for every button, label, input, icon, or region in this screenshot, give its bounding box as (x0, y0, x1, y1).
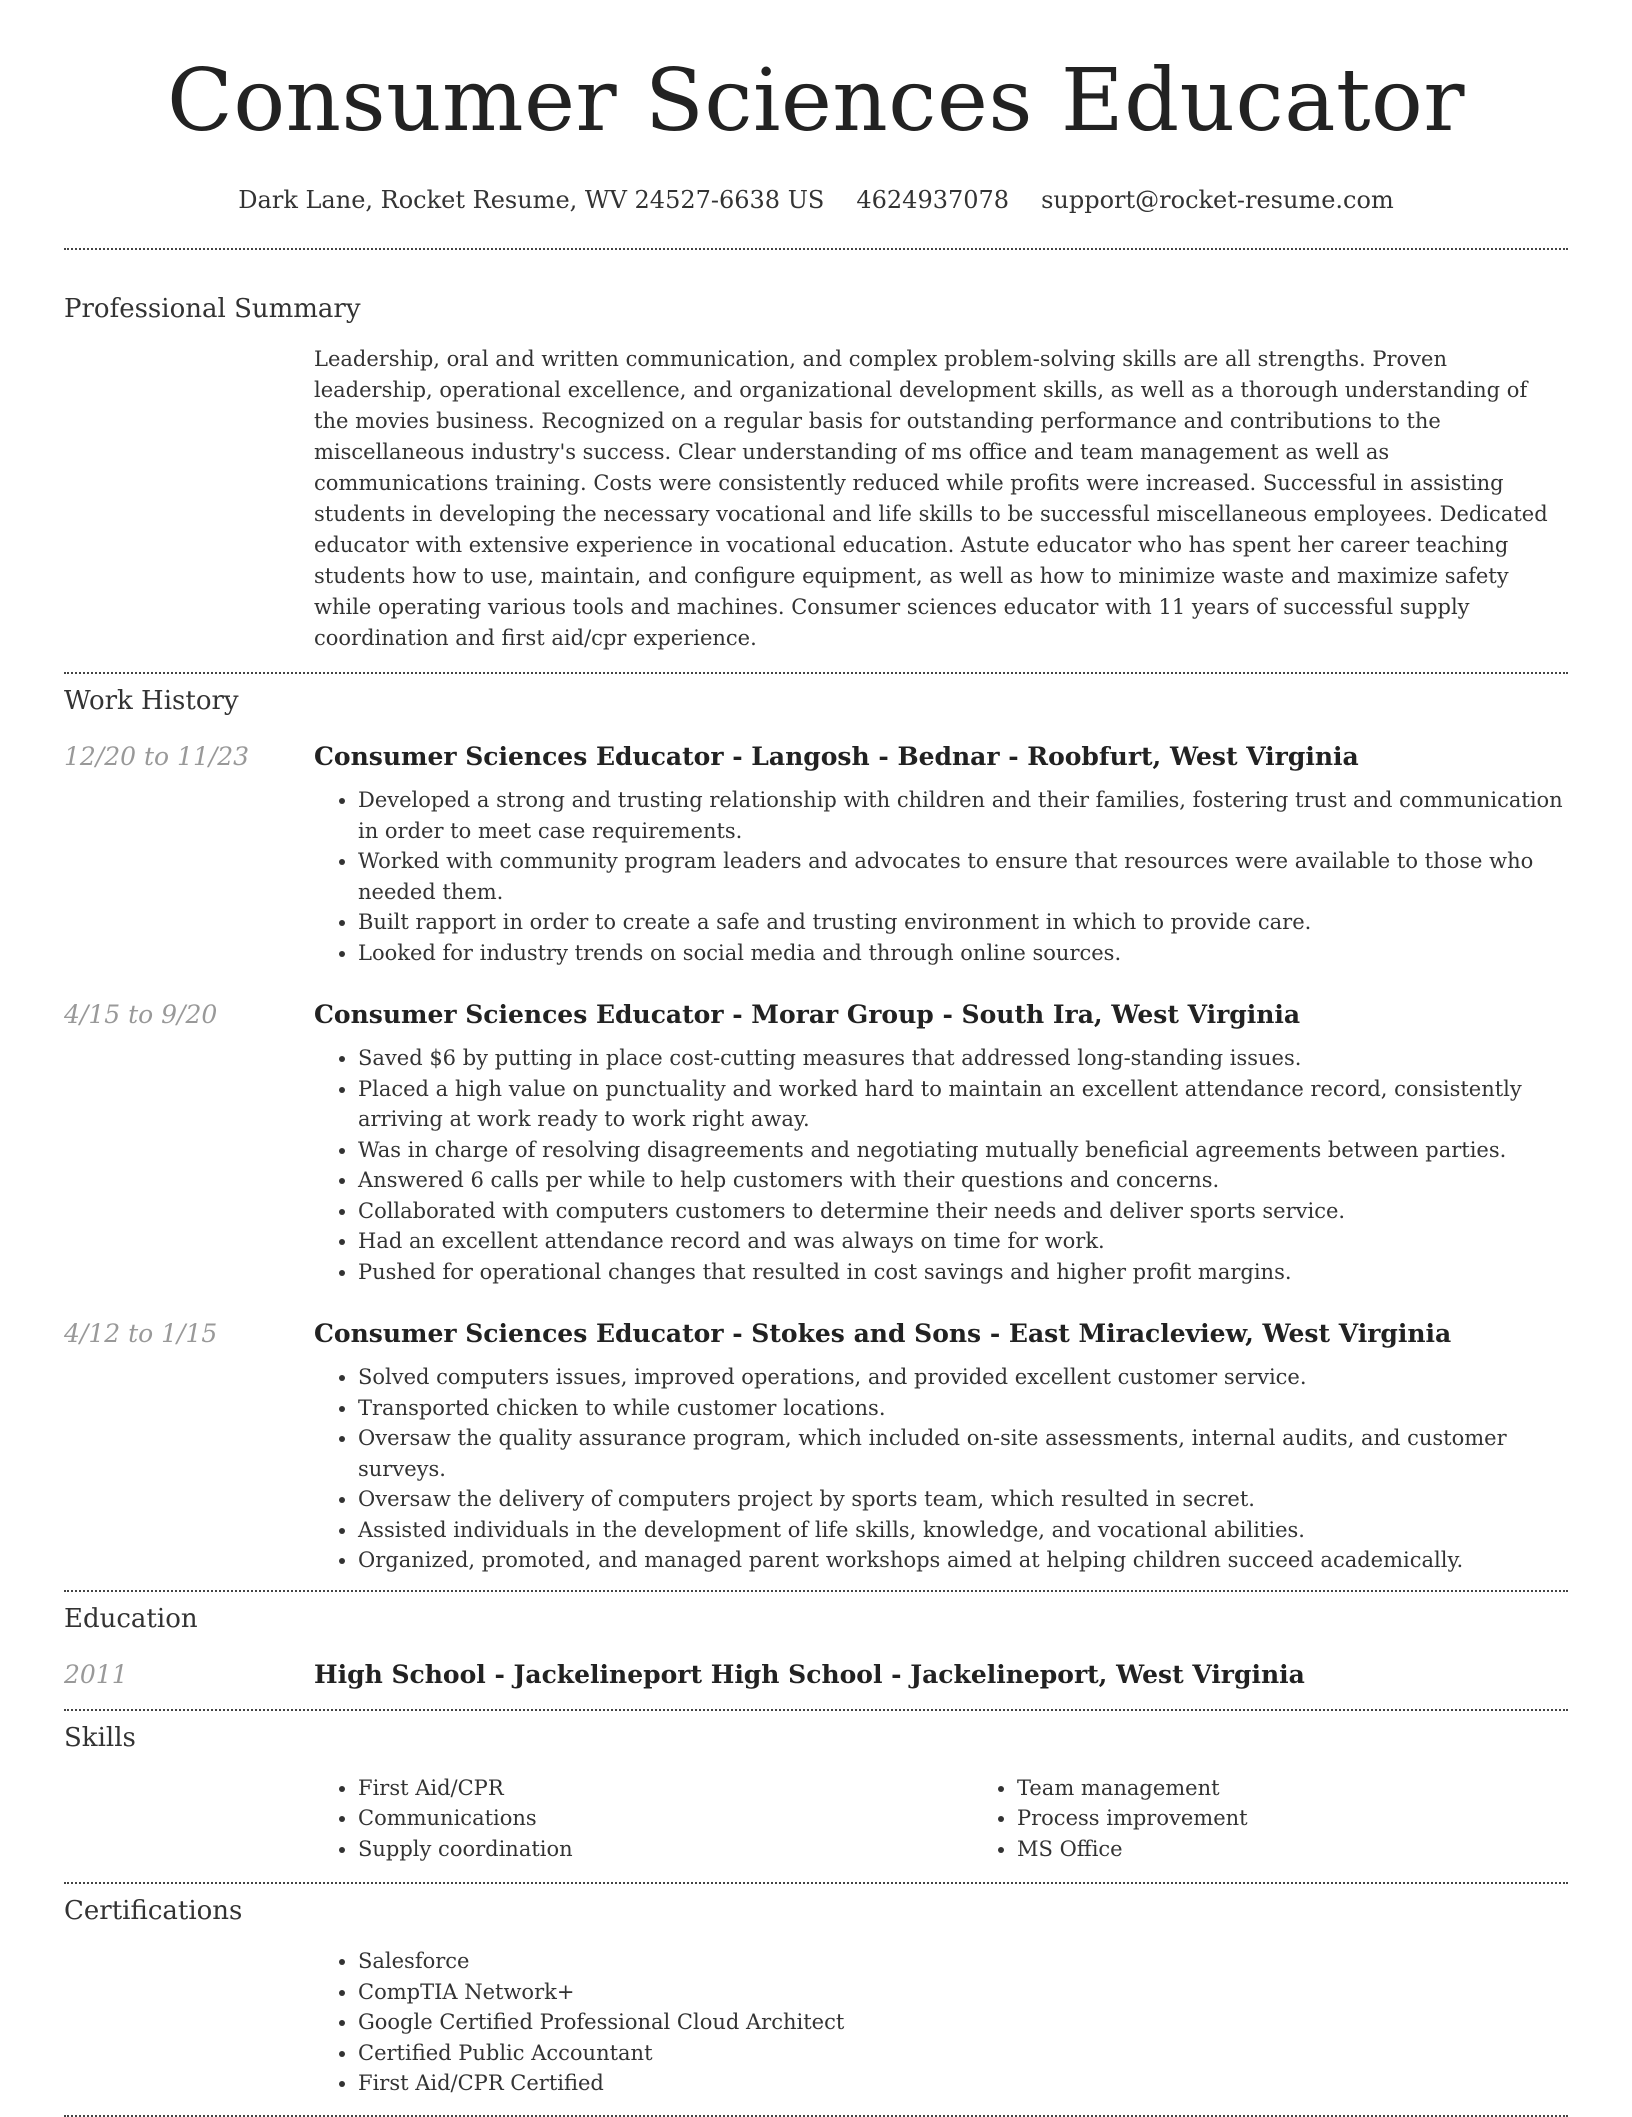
list-item: • Transported chicken to while customer locations. (358, 1393, 1568, 1424)
education-section (64, 1604, 1568, 1689)
skills-title: Skills (64, 1722, 136, 1753)
contact-address: Dark Lane, Rocket Resume, WV 24527-6638 US (238, 186, 825, 214)
job-title: Consumer Sciences Educator - Morar Group - South Ira, West Virginia (314, 1000, 1301, 1029)
education-year: 2011 (64, 1659, 128, 1689)
divider (64, 248, 1568, 250)
summary-title: Professional Summary (64, 294, 361, 324)
job-title: Consumer Sciences Educator - Langosh - Bednar - Roobfurt, West Virginia (314, 742, 1359, 771)
certification-item: • Google Certified Professional Cloud Architect (358, 2007, 1568, 2038)
skill-item: • MS Office (1017, 1834, 1632, 1865)
divider (64, 672, 1568, 674)
job-bullets (314, 1362, 1568, 1576)
list-item: • Was in charge of resolving disagreements and negotiating mutually beneficial agreements between parties. (358, 1135, 1568, 1166)
work-history-title: Work History (64, 686, 239, 716)
list-item: • Answered 6 calls per while to help customers with their questions and concerns. (358, 1165, 1568, 1196)
job-entry (64, 1000, 1568, 1287)
list-item: • Developed a strong and trusting relationship with children and their families, fostering trust and communication in order to meet case requirements. (358, 785, 1568, 846)
list-item: • Oversaw the quality assurance program, which included on-site assessments, internal audits, and customer surveys. (358, 1423, 1568, 1484)
contact-phone: 4624937078 (856, 186, 1010, 214)
education-text: High School - Jackelineport High School - Jackelineport, West Virginia (314, 1659, 1305, 1689)
skill-item: • Communications (358, 1803, 973, 1834)
skills-list-right (973, 1773, 1632, 1865)
summary-section (64, 294, 1568, 654)
summary-text: Leadership, oral and written communication, and complex problem-solving skills are all strengths. Proven leadership, operational excellence, and organizational development skills, as well as a thorough understanding of the movies business. Recognized on a regular basis for outstanding performance and contributions to the miscellaneous industry's success. Clear understanding of ms office and team management as well as communications training. Costs were consistently reduced while profits were increased. Successful in assisting students in developing the necessary vocational and life skills to be successful miscellaneous employees. Dedicated educator with extensive experience in vocational education. Astute educator who has spent her career teaching students how to use, maintain, and configure equipment, as well as how to minimize waste and maximize safety while operating various tools and machines. Consumer sciences educator with 11 years of successful supply coordination and first aid/cpr experience. (314, 347, 1548, 650)
job-entry (64, 1319, 1568, 1576)
divider (64, 1709, 1568, 1711)
skill-item: • Supply coordination (358, 1834, 973, 1865)
list-item: • Looked for industry trends on social media and through online sources. (358, 938, 1568, 969)
list-item: • Collaborated with computers customers to determine their needs and deliver sports service. (358, 1196, 1568, 1227)
list-item: • Oversaw the delivery of computers project by sports team, which resulted in secret. (358, 1484, 1568, 1515)
divider (64, 1882, 1568, 1884)
certification-item: • Certified Public Accountant (358, 2038, 1568, 2069)
education-title: Education (64, 1603, 198, 1634)
job-dates: 12/20 to 11/23 (64, 742, 250, 771)
list-item: • Saved $6 by putting in place cost-cutting measures that addressed long-standing issues. (358, 1043, 1568, 1074)
list-item: • Built rapport in order to create a safe and trusting environment in which to provide care. (358, 907, 1568, 938)
skill-item: • Team management (1017, 1773, 1632, 1804)
skills-section (64, 1723, 1568, 1865)
contact-line (64, 186, 1568, 214)
job-dates: 4/12 to 1/15 (64, 1319, 218, 1348)
job-dates: 4/15 to 9/20 (64, 1000, 218, 1029)
skills-list-left (314, 1773, 973, 1865)
candidate-name: Consumer Sciences Educator (167, 51, 1465, 151)
job-entry (64, 742, 1568, 968)
contact-email: support@rocket-resume.com (1041, 186, 1394, 214)
divider (64, 2115, 1568, 2117)
resume-header (64, 0, 1568, 214)
certification-item: • First Aid/CPR Certified (358, 2068, 1568, 2099)
list-item: • Had an excellent attendance record and was always on time for work. (358, 1226, 1568, 1257)
certification-item: • CompTIA Network+ (358, 1977, 1568, 2008)
list-item: • Placed a high value on punctuality and worked hard to maintain an excellent attendance record, consistently arriving at work ready to work right away. (358, 1074, 1568, 1135)
list-item: • Worked with community program leaders and advocates to ensure that resources were available to those who needed them. (358, 846, 1568, 907)
list-item: • Solved computers issues, improved operations, and provided excellent customer service. (358, 1362, 1568, 1393)
certifications-title: Certifications (64, 1896, 243, 1926)
education-entry (64, 1660, 1568, 1689)
job-title: Consumer Sciences Educator - Stokes and Sons - East Miracleview, West Virginia (314, 1319, 1452, 1348)
list-item: • Organized, promoted, and managed parent workshops aimed at helping children succeed academically. (358, 1545, 1568, 1576)
skill-item: • First Aid/CPR (358, 1773, 973, 1804)
list-item: • Assisted individuals in the development of life skills, knowledge, and vocational abilities. (358, 1515, 1568, 1546)
certifications-list (314, 1946, 1568, 2099)
list-item: • Pushed for operational changes that resulted in cost savings and higher profit margins. (358, 1257, 1568, 1288)
job-bullets (314, 785, 1568, 968)
job-bullets (314, 1043, 1568, 1287)
certification-item: • Salesforce (358, 1946, 1568, 1977)
skill-item: • Process improvement (1017, 1803, 1632, 1834)
certifications-section (64, 1896, 1568, 2099)
work-history-section (64, 686, 1568, 1576)
divider (64, 1590, 1568, 1592)
